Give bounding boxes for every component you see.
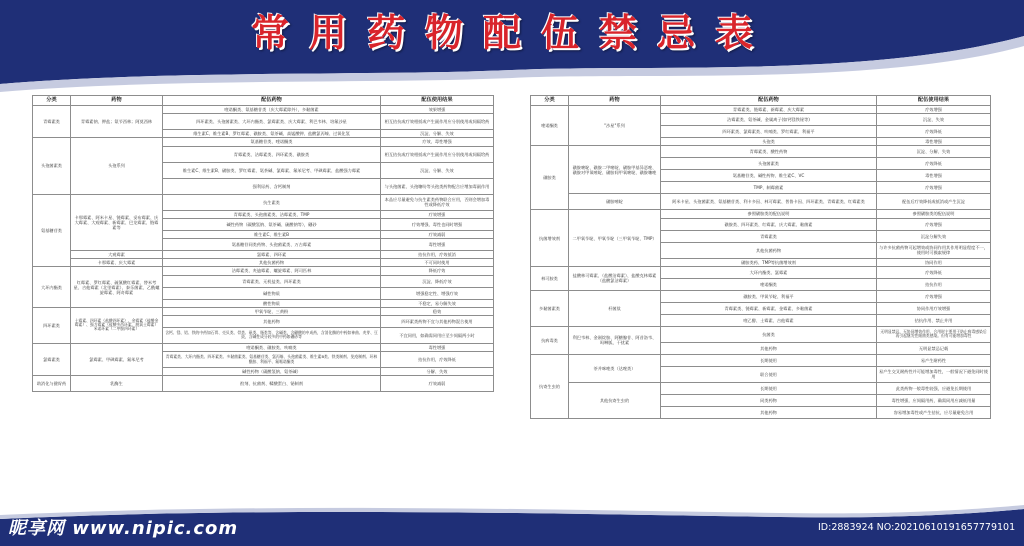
- result-cell: 增强稳定性、增强疗效: [381, 287, 494, 299]
- result-cell: 降低疗效: [381, 267, 494, 275]
- result-cell: 此类药物一般毒性较强，应避免长期使用: [877, 382, 991, 394]
- result-cell: 分解、失效: [381, 368, 494, 376]
- result-cell: 疗效增强: [877, 106, 991, 114]
- result-cell: 易产生耐药性: [877, 354, 991, 366]
- category-cell: 林可胺类: [531, 266, 569, 290]
- result-cell: 拮抗作用，疗效抵消: [381, 250, 494, 258]
- result-cell: 无明显禁忌记载: [877, 342, 991, 354]
- result-cell: 效果增强: [381, 106, 494, 114]
- result-cell: 与头孢菌素、头孢噻吩等头孢类药物配合应增加毒副作用: [381, 178, 494, 194]
- drug-cell: 氯霉素、甲砜霉素、氟苯尼考: [71, 343, 163, 375]
- combination-cell: 碱性药物（碳酸氢钠、氨茶碱、硫酸钠等），硼砂: [163, 218, 381, 230]
- combination-cell: 阿米卡星、头孢菌素类、氨基糖苷类、利卡多因、林可霉素、普鲁卡因、四环素类、青霉素类、红霉素类: [661, 194, 877, 210]
- watermark-logo: 昵享网 www.nipic.com: [8, 518, 239, 539]
- drug-cell: 头孢系列: [71, 138, 163, 194]
- result-cell: 毒性增强: [877, 170, 991, 182]
- combination-cell: 大环内酯类、氯霉素: [661, 266, 877, 278]
- combination-cell: 青霉素类、酸性药物: [661, 146, 877, 158]
- table-row: [531, 106, 991, 114]
- result-cell: 拮抗作用: [877, 278, 991, 290]
- result-cell: 无明显禁忌，无协同增效作用，合用时主要用于防止病毒感染后再引起继发性细菌类感染。但有可能增加毒性: [877, 326, 991, 342]
- drug-cell: 二甲氧苄啶、甲氧苄啶（三甲氧苄啶、TMP）: [569, 210, 661, 266]
- drug-cell: 红霉素、罗红霉素、硫氰酸红霉素、替米考星、吉他霉素（北里霉素）、泰乐菌素、乙酰螺旋霉素、阿奇霉素: [71, 267, 163, 307]
- combination-cell: 氨基糖苷类、喹诺酮类: [163, 138, 381, 146]
- drug-cell: 土霉素、四环素（盐酸四环素）、金霉素（盐酸金霉素）、强力霉素（盐酸多西环素、脱氧土霉素）米诺环素（二甲胺四环素）: [71, 307, 163, 343]
- combination-cell: 维生素C、维生素B: [163, 230, 381, 238]
- category-cell: 多黏菌素类: [531, 290, 569, 326]
- combination-cell: 抗生素类: [163, 194, 381, 210]
- category-cell: 氯霉素类: [33, 343, 71, 375]
- drug-cell: 大观霉素: [71, 250, 163, 258]
- combination-cell: 磺胺类、四环素类、红霉素、庆大霉素、黏菌素: [661, 218, 877, 230]
- combination-cell: 氯霉素、四环素: [163, 250, 381, 258]
- combination-cell: 维生素C、维生素B、磺胺类、罗红霉素、氨茶碱、氯霉素、氟苯尼考、甲砜霉素、盐酸强力霉素: [163, 162, 381, 178]
- combination-cell: 其他抗菌药物: [661, 242, 877, 258]
- right-table: [530, 95, 991, 419]
- result-cell: 协同作用疗效增强: [877, 302, 991, 314]
- combination-cell: 联合使用: [661, 366, 877, 382]
- combination-cell: 长期使用: [661, 354, 877, 366]
- combination-cell: 氨基糖苷同类药物、头孢菌素类、万古霉素: [163, 238, 381, 250]
- result-cell: 毒性增强，应间隔用药，确需同用应减低用量: [877, 394, 991, 406]
- table-row: [33, 376, 494, 392]
- result-cell: 配伍后疗效降低或抵消或产生沉淀: [877, 194, 991, 210]
- table-row: [33, 194, 494, 210]
- table-row: [33, 307, 494, 315]
- drug-cell: 利巴韦林、金刚烷胺、阿糖腺苷、阿昔洛韦、吗啉胍、干扰素: [569, 326, 661, 354]
- combination-cell: 头孢类: [661, 138, 877, 146]
- header-result: 配伍使用结果: [381, 96, 494, 106]
- result-cell: 疗效减弱: [381, 376, 494, 392]
- combination-cell: 酸性物质: [163, 299, 381, 307]
- combination-cell: 氨基糖苷类、碱性药物、维生素C、VC: [661, 170, 877, 182]
- category-cell: 头孢菌素类: [33, 138, 71, 194]
- combination-cell: 含钙、镁、铝、铁的中药如石膏、壳贝类、骨类、矾类、脂类等，含碱类，含硼酸的中成药，含消化酶的中药如神曲、麦芽、豆豉，含碱性成分较多的中药如硼砂等: [163, 327, 381, 343]
- result-cell: 疗效降低: [877, 266, 991, 278]
- drug-cell: 盐酸林可霉素、（盐酸洁霉素）、盐酸克林霉素（盐酸氯洁霉素）: [569, 266, 661, 290]
- drug-cell: 磺胺嘧啶: [569, 194, 661, 210]
- drug-cell: 茶并咪唑类（达唑类）: [569, 354, 661, 382]
- drug-cell: "沙星"系列: [569, 106, 661, 146]
- table-header: [33, 96, 494, 106]
- result-cell: 容易增加毒性或产生拮抗，应尽量避免合用: [877, 406, 991, 418]
- category-cell: 大环内酯类: [33, 267, 71, 307]
- category-cell: 磺胺类: [531, 146, 569, 210]
- combination-cell: 头孢菌素类: [661, 158, 877, 170]
- combination-cell: 喹诺酮类: [661, 278, 877, 290]
- combination-cell: 磺胺类、甲氧苄啶、利福平: [661, 290, 877, 302]
- table-row: [531, 326, 991, 342]
- drug-cell: 杆菌肽: [569, 290, 661, 326]
- result-cell: 参照磺胺类的配伍说明: [877, 210, 991, 218]
- combination-cell: 碱性物质: [163, 287, 381, 299]
- table-row: [531, 354, 991, 366]
- combination-cell: 其他药物: [163, 315, 381, 327]
- header-result: 配伍使用结果: [877, 96, 991, 106]
- combination-cell: 甲氧苄啶、三黄粉: [163, 307, 381, 315]
- result-cell: 毒性增强: [381, 238, 494, 250]
- category-cell: 四环素类: [33, 307, 71, 343]
- category-cell: 助消化与健胃药: [33, 376, 71, 392]
- combination-cell: 喹诺酮类、氨基糖苷类（庆大霉素除外），多黏菌素: [163, 106, 381, 114]
- result-cell: 沉淀、失效: [877, 114, 991, 126]
- combination-cell: 青霉素类: [661, 230, 877, 242]
- result-cell: 协同作用: [877, 258, 991, 266]
- table-header: [531, 96, 991, 106]
- combination-cell: 维生素C、维生素B、罗红霉素、磺胺类、氨茶碱、高锰酸钾、盐酸氯丙嗪、过氧化氢: [163, 130, 381, 138]
- table-row: [33, 250, 494, 258]
- category-cell: 氨基糖苷类: [33, 194, 71, 267]
- left-table-panel: [32, 95, 493, 392]
- combination-cell: 青霉素类、链霉素、新霉素、金霉素、多黏菌素: [661, 302, 877, 314]
- table-row: [531, 146, 991, 158]
- result-cell: 与许多抗菌药物可起增效或协同作用其作用明显程度不一，使用时可摸索规律: [877, 242, 991, 258]
- combination-cell: 碱性药物（碳酸氢钠、氨茶碱）: [163, 368, 381, 376]
- table-row: [33, 106, 494, 114]
- result-cell: 不稳定，易分解失效: [381, 299, 494, 307]
- result-cell: 疗效、毒性增强: [381, 138, 494, 146]
- category-cell: 抗菌增效剂: [531, 210, 569, 266]
- combination-cell: 其他抗菌药物: [163, 259, 381, 267]
- category-cell: 抗病毒类: [531, 326, 569, 354]
- result-cell: 沉淀、分解、失效: [381, 130, 494, 138]
- result-cell: 拮抗作用、禁止并用: [877, 314, 991, 326]
- combination-cell: 酊剂、抗菌剂、鞣酸蛋白、铋制剂: [163, 376, 381, 392]
- drug-cell: 卡那霉素、阿米卡星、链霉素、妥布霉素、庆大霉素、大观霉素、新霉素、巴龙霉素、链霉素等: [71, 194, 163, 250]
- combination-cell: 其他药物: [661, 342, 877, 354]
- result-cell: 疗效增强: [877, 218, 991, 230]
- combination-cell: 抗菌类: [661, 326, 877, 342]
- combination-cell: TMP、制霉菌素: [661, 182, 877, 194]
- drug-cell: 磺胺嘧啶、磺胺二甲嘧啶、磺胺甲基异恶唑、磺胺对甲氧嘧啶、磺胺间甲氧嘧啶、磺胺噻唑: [569, 146, 661, 194]
- table-row: [33, 138, 494, 146]
- table-row: [531, 210, 991, 218]
- page-title: 常用药物配伍禁忌表: [250, 11, 773, 55]
- result-cell: 疗效增强: [877, 290, 991, 302]
- header-drug: 药物: [569, 96, 661, 106]
- drug-cell: 卡那霉素、庆大霉素: [71, 259, 163, 267]
- result-cell: 相互拮抗或疗效相抵或产生副作用应分别使用或间隔给药: [381, 114, 494, 130]
- combination-cell: 四环素类、头孢菌素类、大环内酯类、氯霉素类、庆大霉素、利巴韦林、培氟沙星: [163, 114, 381, 130]
- combination-cell: 洁霉素类、麦迪霉素、螺旋霉素、阿司匹林: [163, 267, 381, 275]
- combination-cell: 青霉素类、洁霉素类、四环素类、磺胺类: [163, 146, 381, 162]
- result-cell: 拮抗作用，疗效降低: [381, 352, 494, 368]
- table-row: [531, 290, 991, 302]
- combination-cell: 喹诺酮类、磺胺类、呋喃类: [163, 343, 381, 351]
- result-cell: 沉淀、降低疗效: [381, 275, 494, 287]
- combination-cell: 青霉素类、无机盐类、四环素类: [163, 275, 381, 287]
- table-row: [33, 259, 494, 267]
- combination-cell: 青霉素类、大环内酯类、四环素类、多黏菌素类、氨基糖苷类、氯丙嗪、头孢菌素类、维生素B类、铁类制剂、免疫制剂、环林酰胺、利福平、氟哌诺酮类: [163, 352, 381, 368]
- result-cell: 疗效增强: [381, 210, 494, 218]
- result-cell: 疗效降低: [877, 126, 991, 138]
- combination-cell: 强利尿药、含钙制剂: [163, 178, 381, 194]
- table-row: [33, 267, 494, 275]
- result-cell: 沉淀分解失效: [877, 230, 991, 242]
- table-row: [33, 343, 494, 351]
- drug-cell: 其他抗寄生虫的: [569, 382, 661, 418]
- result-cell: 疗效增强、毒性也同时增强: [381, 218, 494, 230]
- combination-cell: 青霉素类、头孢菌素类、洁霉素类、TMP: [163, 210, 381, 218]
- result-cell: 不宜同用，如确需同用应至少间隔两小时: [381, 327, 494, 343]
- result-cell: 相互拮抗或疗效相抵或产生副作用应分别使用或间隔给药: [381, 146, 494, 162]
- header-category: 分类: [33, 96, 71, 106]
- table-row: [531, 194, 991, 210]
- combination-cell: 同类药物: [661, 394, 877, 406]
- header-combination: 配伍药物: [661, 96, 877, 106]
- header-category: 分类: [531, 96, 569, 106]
- category-cell: 喹诺酮类: [531, 106, 569, 146]
- combination-cell: 洁霉素类、氨茶碱、金属离子(如钙镁铁铋等): [661, 114, 877, 126]
- category-cell: 抗寄生虫的: [531, 354, 569, 418]
- result-cell: 稳效: [381, 307, 494, 315]
- result-cell: 不可同时使用: [381, 259, 494, 267]
- result-cell: 疗效降低: [877, 158, 991, 170]
- result-cell: 四环素类药物不宜与其他药物混合使用: [381, 315, 494, 327]
- category-cell: 青霉素类: [33, 106, 71, 138]
- right-table-panel: [530, 95, 990, 419]
- result-cell: 本品应尽量避免与抗生素类药物联合应用，否则会增加毒性或降低疗效: [381, 194, 494, 210]
- header-drug: 药物: [71, 96, 163, 106]
- result-cell: 沉淀、分解、失效: [381, 162, 494, 178]
- result-cell: 沉淀、分解、失效: [877, 146, 991, 158]
- result-cell: 毒性增强: [877, 138, 991, 146]
- drug-cell: 青霉素钠、钾盐；氨苄西林；阿莫西林: [71, 106, 163, 138]
- combination-cell: 参照磺胺类的配伍说明: [661, 210, 877, 218]
- result-cell: 疗效减弱: [381, 230, 494, 238]
- combination-cell: 四环素类、氯霉素类、呋喃类、罗红霉素、利福平: [661, 126, 877, 138]
- result-cell: 易产生交叉耐药性并可能增加毒性，一般情况下避免同时使用: [877, 366, 991, 382]
- combination-cell: 喹乙醇、土霉素、吉他霉素: [661, 314, 877, 326]
- result-cell: 疗效增强: [877, 182, 991, 194]
- combination-cell: 青霉素类、链霉素、新霉素、庆大霉素: [661, 106, 877, 114]
- drug-cell: 乳酶生: [71, 376, 163, 392]
- combination-cell: 磺胺类药、TMP等抗菌增效剂: [661, 258, 877, 266]
- table-row: [531, 266, 991, 278]
- header-combination: 配伍药物: [163, 96, 381, 106]
- combination-cell: 长期使用: [661, 382, 877, 394]
- watermark-id: ID:2883924 NO:20210610191657779101: [818, 522, 1016, 533]
- table-row: [531, 382, 991, 394]
- result-cell: 毒性增强: [381, 343, 494, 351]
- left-table: [32, 95, 494, 392]
- combination-cell: 其他药物: [661, 406, 877, 418]
